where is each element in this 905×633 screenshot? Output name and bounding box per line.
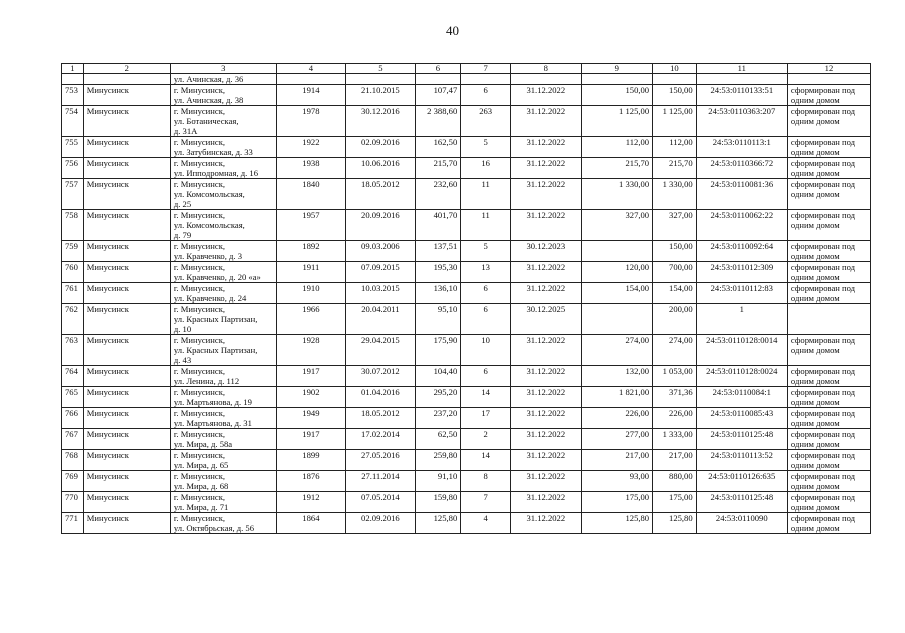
cadastral-cell: 24:53:0110085:43 [696, 408, 787, 429]
address-cell: г. Минусинск, ул. Красных Партизан, д. 10 [170, 304, 276, 335]
value10-cell: 1 125,00 [653, 106, 697, 137]
year-cell: 1966 [276, 304, 345, 335]
year-cell: 1910 [276, 283, 345, 304]
count-cell: 6 [461, 85, 511, 106]
cadastral-cell: 24:53:0110113:52 [696, 450, 787, 471]
cadastral-cell: 24:53:0110092:64 [696, 241, 787, 262]
date-cell: 21.10.2015 [346, 85, 415, 106]
status-cell: сформирован под одним домом [787, 179, 870, 210]
date-cell: 17.02.2014 [346, 429, 415, 450]
count-cell: 6 [461, 366, 511, 387]
status-cell: сформирован под одним домом [787, 429, 870, 450]
count-cell: 4 [461, 513, 511, 534]
area-cell: 159,80 [415, 492, 461, 513]
city-cell: Минусинск [83, 304, 170, 335]
column-header: 2 [83, 64, 170, 74]
year-cell: 1917 [276, 366, 345, 387]
row-number: 764 [62, 366, 84, 387]
city-cell: Минусинск [83, 210, 170, 241]
count-cell: 11 [461, 179, 511, 210]
continuation-row [62, 74, 871, 85]
status-cell: сформирован под одним домом [787, 450, 870, 471]
row-number: 757 [62, 179, 84, 210]
status-cell: сформирован под одним домом [787, 492, 870, 513]
value9-cell [581, 241, 653, 262]
row-number: 762 [62, 304, 84, 335]
cadastral-cell: 24:53:0110062:22 [696, 210, 787, 241]
deadline-cell: 31.12.2022 [511, 158, 582, 179]
status-cell [787, 304, 870, 335]
address-cell: г. Минусинск, ул. Комсомольская, д. 25 [170, 179, 276, 210]
address-cell: г. Минусинск, ул. Комсомольская, д. 79 [170, 210, 276, 241]
column-header: 1 [62, 64, 84, 74]
value10-cell: 274,00 [653, 335, 697, 366]
status-cell: сформирован под одним домом [787, 366, 870, 387]
value9-cell: 215,70 [581, 158, 653, 179]
status-cell: сформирован под одним домом [787, 210, 870, 241]
cadastral-cell: 24:53:0110363:207 [696, 106, 787, 137]
housing-table [61, 63, 871, 534]
year-cell: 1902 [276, 387, 345, 408]
cadastral-cell: 24:53:0110128:0024 [696, 366, 787, 387]
table-row [62, 335, 871, 366]
area-cell: 107,47 [415, 85, 461, 106]
deadline-cell: 31.12.2022 [511, 283, 582, 304]
header-row [62, 64, 871, 74]
page-number: 40 [446, 23, 459, 38]
row-number: 763 [62, 335, 84, 366]
area-cell: 2 388,60 [415, 106, 461, 137]
table-row [62, 85, 871, 106]
continuation-address: ул. Ачинская, д. 36 [170, 74, 276, 85]
cadastral-cell: 24:53:0110366:72 [696, 158, 787, 179]
row-number: 771 [62, 513, 84, 534]
city-cell: Минусинск [83, 262, 170, 283]
area-cell: 195,30 [415, 262, 461, 283]
city-cell: Минусинск [83, 471, 170, 492]
table-row [62, 179, 871, 210]
value9-cell: 132,00 [581, 366, 653, 387]
value9-cell: 154,00 [581, 283, 653, 304]
value10-cell: 217,00 [653, 450, 697, 471]
count-cell: 5 [461, 241, 511, 262]
value9-cell: 1 125,00 [581, 106, 653, 137]
area-cell: 95,10 [415, 304, 461, 335]
city-cell: Минусинск [83, 335, 170, 366]
table-row [62, 210, 871, 241]
deadline-cell: 31.12.2022 [511, 262, 582, 283]
value9-cell: 217,00 [581, 450, 653, 471]
city-cell: Минусинск [83, 158, 170, 179]
value10-cell: 371,36 [653, 387, 697, 408]
value10-cell: 200,00 [653, 304, 697, 335]
count-cell: 6 [461, 283, 511, 304]
column-header: 8 [511, 64, 582, 74]
value10-cell: 150,00 [653, 85, 697, 106]
deadline-cell: 31.12.2022 [511, 335, 582, 366]
deadline-cell: 30.12.2023 [511, 241, 582, 262]
count-cell: 17 [461, 408, 511, 429]
area-cell: 104,40 [415, 366, 461, 387]
date-cell: 20.09.2016 [346, 210, 415, 241]
table-row [62, 492, 871, 513]
address-cell: г. Минусинск, ул. Мартьянова, д. 31 [170, 408, 276, 429]
row-number: 769 [62, 471, 84, 492]
year-cell: 1911 [276, 262, 345, 283]
value10-cell: 700,00 [653, 262, 697, 283]
address-cell: г. Минусинск, ул. Ленина, д. 112 [170, 366, 276, 387]
area-cell: 232,60 [415, 179, 461, 210]
city-cell: Минусинск [83, 137, 170, 158]
count-cell: 14 [461, 387, 511, 408]
row-number: 766 [62, 408, 84, 429]
status-cell: сформирован под одним домом [787, 387, 870, 408]
table-row [62, 450, 871, 471]
value9-cell: 277,00 [581, 429, 653, 450]
cadastral-cell: 24:53:011012:309 [696, 262, 787, 283]
row-number: 758 [62, 210, 84, 241]
value10-cell: 1 333,00 [653, 429, 697, 450]
date-cell: 02.09.2016 [346, 137, 415, 158]
year-cell: 1938 [276, 158, 345, 179]
status-cell: сформирован под одним домом [787, 158, 870, 179]
table-row [62, 387, 871, 408]
row-number: 768 [62, 450, 84, 471]
cadastral-cell: 24:53:0110112:83 [696, 283, 787, 304]
city-cell: Минусинск [83, 106, 170, 137]
date-cell: 07.09.2015 [346, 262, 415, 283]
table-row [62, 304, 871, 335]
deadline-cell: 31.12.2022 [511, 137, 582, 158]
deadline-cell: 31.12.2022 [511, 408, 582, 429]
status-cell: сформирован под одним домом [787, 513, 870, 534]
date-cell: 27.05.2016 [346, 450, 415, 471]
area-cell: 259,80 [415, 450, 461, 471]
city-cell: Минусинск [83, 408, 170, 429]
value10-cell: 154,00 [653, 283, 697, 304]
address-cell: г. Минусинск, ул. Мира, д. 71 [170, 492, 276, 513]
cadastral-cell: 24:53:0110090 [696, 513, 787, 534]
date-cell: 01.04.2016 [346, 387, 415, 408]
city-cell: Минусинск [83, 387, 170, 408]
count-cell: 2 [461, 429, 511, 450]
year-cell: 1912 [276, 492, 345, 513]
column-header: 4 [276, 64, 345, 74]
table-row [62, 106, 871, 137]
value10-cell: 880,00 [653, 471, 697, 492]
value10-cell: 125,80 [653, 513, 697, 534]
table-row [62, 471, 871, 492]
address-cell: г. Минусинск, ул. Кравченко, д. 3 [170, 241, 276, 262]
row-number: 760 [62, 262, 84, 283]
value10-cell: 112,00 [653, 137, 697, 158]
address-cell: г. Минусинск, ул. Мира, д. 68 [170, 471, 276, 492]
table-row [62, 366, 871, 387]
value9-cell: 1 821,00 [581, 387, 653, 408]
value9-cell: 274,00 [581, 335, 653, 366]
table-row [62, 513, 871, 534]
value9-cell [581, 304, 653, 335]
count-cell: 5 [461, 137, 511, 158]
area-cell: 62,50 [415, 429, 461, 450]
value10-cell: 150,00 [653, 241, 697, 262]
table-row [62, 262, 871, 283]
city-cell: Минусинск [83, 241, 170, 262]
year-cell: 1978 [276, 106, 345, 137]
count-cell: 6 [461, 304, 511, 335]
year-cell: 1928 [276, 335, 345, 366]
year-cell: 1840 [276, 179, 345, 210]
date-cell: 18.05.2012 [346, 408, 415, 429]
deadline-cell: 31.12.2022 [511, 429, 582, 450]
value10-cell: 1 330,00 [653, 179, 697, 210]
area-cell: 125,80 [415, 513, 461, 534]
table-row [62, 408, 871, 429]
city-cell: Минусинск [83, 85, 170, 106]
value9-cell: 226,00 [581, 408, 653, 429]
value10-cell: 215,70 [653, 158, 697, 179]
column-header: 7 [461, 64, 511, 74]
row-number: 767 [62, 429, 84, 450]
area-cell: 175,90 [415, 335, 461, 366]
row-number: 753 [62, 85, 84, 106]
row-number: 754 [62, 106, 84, 137]
column-header: 9 [581, 64, 653, 74]
table-row [62, 241, 871, 262]
count-cell: 13 [461, 262, 511, 283]
count-cell: 8 [461, 471, 511, 492]
cadastral-cell: 24:53:0110113:1 [696, 137, 787, 158]
address-cell: г. Минусинск, ул. Ипподромная, д. 16 [170, 158, 276, 179]
value9-cell: 150,00 [581, 85, 653, 106]
deadline-cell: 31.12.2022 [511, 513, 582, 534]
address-cell: г. Минусинск, ул. Мира, д. 58а [170, 429, 276, 450]
status-cell: сформирован под одним домом [787, 471, 870, 492]
value10-cell: 175,00 [653, 492, 697, 513]
address-cell: г. Минусинск, ул. Ачинская, д. 38 [170, 85, 276, 106]
row-number: 765 [62, 387, 84, 408]
area-cell: 162,50 [415, 137, 461, 158]
deadline-cell: 31.12.2022 [511, 106, 582, 137]
status-cell: сформирован под одним домом [787, 408, 870, 429]
cadastral-cell: 24:53:0110128:0014 [696, 335, 787, 366]
area-cell: 295,20 [415, 387, 461, 408]
area-cell: 215,70 [415, 158, 461, 179]
count-cell: 263 [461, 106, 511, 137]
deadline-cell: 30.12.2025 [511, 304, 582, 335]
row-number: 761 [62, 283, 84, 304]
value9-cell: 175,00 [581, 492, 653, 513]
area-cell: 137,51 [415, 241, 461, 262]
deadline-cell: 31.12.2022 [511, 366, 582, 387]
count-cell: 7 [461, 492, 511, 513]
city-cell: Минусинск [83, 366, 170, 387]
cadastral-cell: 1 [696, 304, 787, 335]
city-cell: Минусинск [83, 179, 170, 210]
value10-cell: 327,00 [653, 210, 697, 241]
cadastral-cell: 24:53:0110125:48 [696, 429, 787, 450]
value9-cell: 93,00 [581, 471, 653, 492]
date-cell: 20.04.2011 [346, 304, 415, 335]
city-cell: Минусинск [83, 283, 170, 304]
year-cell: 1864 [276, 513, 345, 534]
count-cell: 14 [461, 450, 511, 471]
count-cell: 10 [461, 335, 511, 366]
address-cell: г. Минусинск, ул. Октябрьская, д. 56 [170, 513, 276, 534]
value10-cell: 1 053,00 [653, 366, 697, 387]
count-cell: 16 [461, 158, 511, 179]
city-cell: Минусинск [83, 513, 170, 534]
year-cell: 1917 [276, 429, 345, 450]
date-cell: 10.03.2015 [346, 283, 415, 304]
address-cell: г. Минусинск, ул. Красных Партизан, д. 43 [170, 335, 276, 366]
table-row [62, 158, 871, 179]
cadastral-cell: 24:53:0110084:1 [696, 387, 787, 408]
address-cell: г. Минусинск, ул. Кравченко, д. 24 [170, 283, 276, 304]
cadastral-cell: 24:53:0110133:51 [696, 85, 787, 106]
column-header: 5 [346, 64, 415, 74]
city-cell: Минусинск [83, 450, 170, 471]
count-cell: 11 [461, 210, 511, 241]
deadline-cell: 31.12.2022 [511, 85, 582, 106]
address-cell: г. Минусинск, ул. Ботаническая, д. 31А [170, 106, 276, 137]
area-cell: 237,20 [415, 408, 461, 429]
deadline-cell: 31.12.2022 [511, 450, 582, 471]
year-cell: 1957 [276, 210, 345, 241]
year-cell: 1892 [276, 241, 345, 262]
value9-cell: 112,00 [581, 137, 653, 158]
date-cell: 30.12.2016 [346, 106, 415, 137]
cadastral-cell: 24:53:0110126:635 [696, 471, 787, 492]
year-cell: 1922 [276, 137, 345, 158]
year-cell: 1914 [276, 85, 345, 106]
date-cell: 30.07.2012 [346, 366, 415, 387]
table-row [62, 283, 871, 304]
address-cell: г. Минусинск, ул. Мира, д. 65 [170, 450, 276, 471]
area-cell: 91,10 [415, 471, 461, 492]
value9-cell: 120,00 [581, 262, 653, 283]
date-cell: 29.04.2015 [346, 335, 415, 366]
status-cell: сформирован под одним домом [787, 262, 870, 283]
cadastral-cell: 24:53:0110125:48 [696, 492, 787, 513]
address-cell: г. Минусинск, ул. Мартьянова, д. 19 [170, 387, 276, 408]
year-cell: 1949 [276, 408, 345, 429]
status-cell: сформирован под одним домом [787, 137, 870, 158]
deadline-cell: 31.12.2022 [511, 179, 582, 210]
value10-cell: 226,00 [653, 408, 697, 429]
column-header: 10 [653, 64, 697, 74]
year-cell: 1899 [276, 450, 345, 471]
status-cell: сформирован под одним домом [787, 283, 870, 304]
table-row [62, 429, 871, 450]
city-cell: Минусинск [83, 492, 170, 513]
value9-cell: 327,00 [581, 210, 653, 241]
column-header: 12 [787, 64, 870, 74]
status-cell: сформирован под одним домом [787, 335, 870, 366]
area-cell: 401,70 [415, 210, 461, 241]
address-cell: г. Минусинск, ул. Кравченко, д. 20 «а» [170, 262, 276, 283]
city-cell: Минусинск [83, 429, 170, 450]
date-cell: 27.11.2014 [346, 471, 415, 492]
date-cell: 18.05.2012 [346, 179, 415, 210]
deadline-cell: 31.12.2022 [511, 471, 582, 492]
value9-cell: 1 330,00 [581, 179, 653, 210]
date-cell: 07.05.2014 [346, 492, 415, 513]
column-header: 11 [696, 64, 787, 74]
row-number: 756 [62, 158, 84, 179]
status-cell: сформирован под одним домом [787, 85, 870, 106]
deadline-cell: 31.12.2022 [511, 492, 582, 513]
value9-cell: 125,80 [581, 513, 653, 534]
deadline-cell: 31.12.2022 [511, 387, 582, 408]
date-cell: 02.09.2016 [346, 513, 415, 534]
address-cell: г. Минусинск, ул. Затубинская, д. 33 [170, 137, 276, 158]
area-cell: 136,10 [415, 283, 461, 304]
date-cell: 09.03.2006 [346, 241, 415, 262]
column-header: 3 [170, 64, 276, 74]
cadastral-cell: 24:53:0110081:36 [696, 179, 787, 210]
column-header: 6 [415, 64, 461, 74]
row-number: 759 [62, 241, 84, 262]
table-row [62, 137, 871, 158]
status-cell: сформирован под одним домом [787, 106, 870, 137]
row-number: 770 [62, 492, 84, 513]
row-number: 755 [62, 137, 84, 158]
year-cell: 1876 [276, 471, 345, 492]
date-cell: 10.06.2016 [346, 158, 415, 179]
deadline-cell: 31.12.2022 [511, 210, 582, 241]
status-cell: сформирован под одним домом [787, 241, 870, 262]
